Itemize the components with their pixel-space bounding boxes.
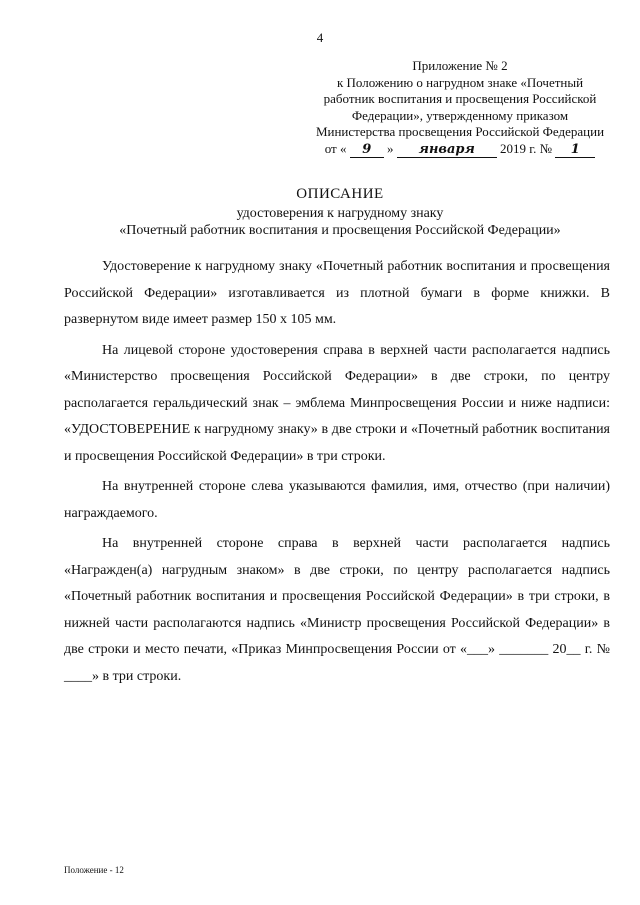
handwritten-month: января [397,143,497,158]
handwritten-order-number: 1 [555,143,595,158]
appendix-line: Федерации», утвержденному приказом [351,107,569,123]
body-paragraph: На внутренней стороне слева указываются фамилия, имя, отчество (при наличии) награждаемого. [64,479,610,521]
document-body [64,254,610,694]
subtitle-line: удостоверения к нагрудному знаку [236,206,444,221]
body-paragraph: На внутренней стороне справа в верхней части располагается надпись «Награжден(а) нагрудным знаком» в две строки, по центру располагается надпись «Почетный работник воспитания и просвещения Российской Федерации» в три строки, в нижней части располагаются надпись «Министр просвещения Российской Федерации» в две строки и место печати, «Приказ Минпросвещения России от «___» _______ 20__ г. № ____» в три строки. [64,536,610,684]
order-date-line [310,141,610,158]
appendix-line: к Положению о нагрудном знаке «Почетный [336,74,584,90]
footer-note: Положение - 12 [64,865,124,875]
subtitle-line: «Почетный работник воспитания и просвещения Российской Федерации» [119,223,561,238]
appendix-line: работник воспитания и просвещения Российской [323,91,597,106]
date-prefix: от « [324,140,347,156]
appendix-title: Приложение № 2 [412,58,508,73]
handwritten-day: 9 [350,143,384,158]
appendix-line: Министерства просвещения Российской Федерации [315,124,605,139]
document-subtitle [0,205,640,239]
appendix-block [310,58,610,158]
body-paragraph: Удостоверение к нагрудному знаку «Почетный работник воспитания и просвещения Российской Федерации» изготавливается из плотной бумаги в форме книжки. В развернутом виде имеет размер 150 х 105 мм. [64,259,610,327]
body-paragraph: На лицевой стороне удостоверения справа в верхней части располагается надпись «Министерство просвещения Российской Федерации» в две строки, по центру располагается геральдический знак – эмблема Минпросвещения России и ниже надписи: «УДОСТОВЕРЕНИЕ к нагрудному знаку» в две строки и «Почетный работник воспитания и просвещения Российской Федерации» в три строки. [64,342,610,464]
date-year: 2019 г. № [499,140,553,156]
page-number: 4 [316,30,324,45]
document-title: ОПИСАНИЕ [296,186,384,202]
date-quote: » [386,140,394,156]
